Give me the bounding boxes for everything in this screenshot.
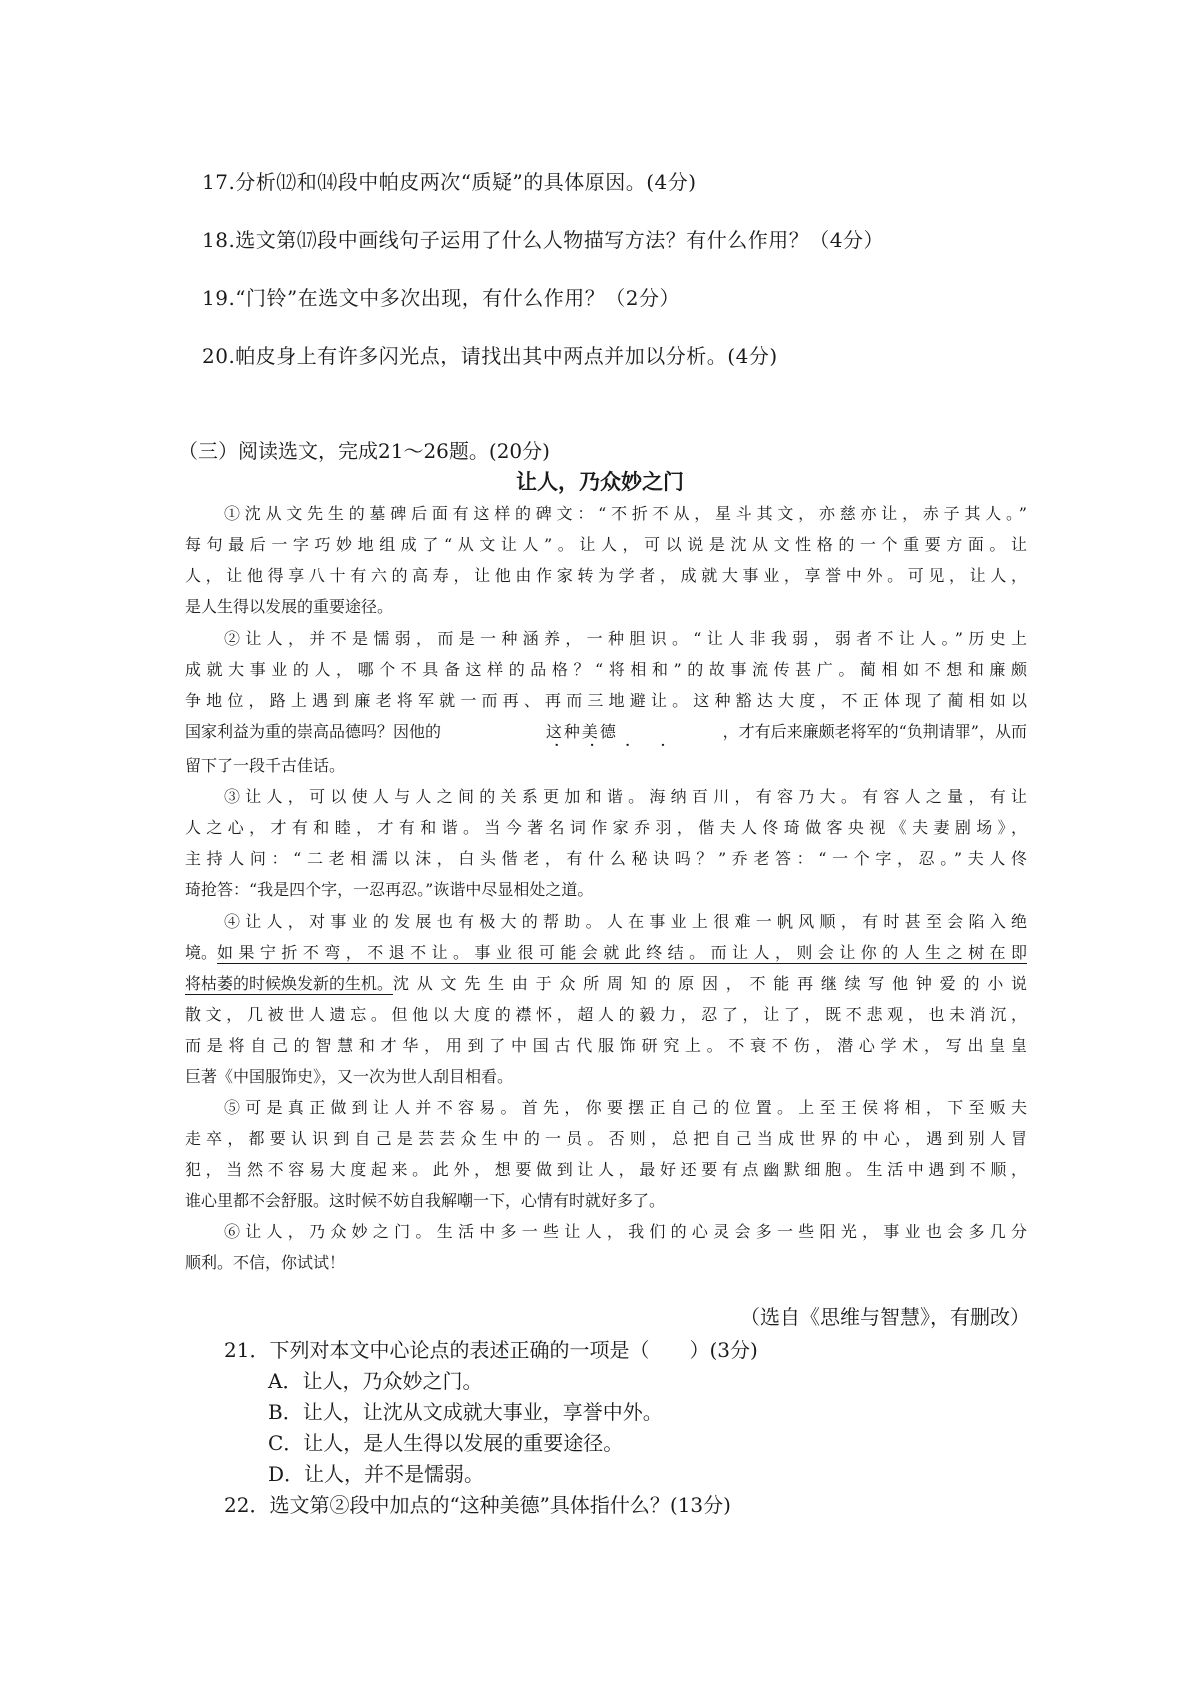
article-line: ④让人，对事业的发展也有极大的帮助。人在事业上很难一帆风顺，有时甚至会陷入绝 xyxy=(224,912,1027,931)
article-line: 走卒，都要认识到自己是芸芸众生中的一员。否则，总把自己当成世界的中心，遇到别人冒 xyxy=(185,1129,1027,1148)
emphasis-dots: · · · · xyxy=(553,735,678,756)
question-21: 21．下列对本文中心论点的表述正确的一项是（ ）(3分) xyxy=(224,1338,758,1362)
article-line: 成就大事业的人，哪个不具备这样的品格？“将相和”的故事流传甚广。蔺相如不想和廉颇 xyxy=(185,660,1027,679)
article-line: ⑤可是真正做到让人并不容易。首先，你要摆正自己的位置。上至王侯将相，下至贩夫 xyxy=(224,1098,1027,1117)
option-a: A．让人，乃众妙之门。 xyxy=(268,1369,483,1393)
article-line-underlined xyxy=(185,967,1027,1001)
underlined-sentence: 将枯萎的时候焕发新的生机。 xyxy=(185,974,394,993)
article-line: 谁心里都不会舒服。这时候不妨自我解嘲一下，心情有时就好多了。 xyxy=(185,1191,666,1210)
article-text: 国家利益为重的崇高品德吗？因他的 xyxy=(185,722,442,741)
option-c: C．让人，是人生得以发展的重要途径。 xyxy=(268,1431,624,1455)
article-line: 犯，当然不容易大度起来。此外，想要做到让人，最好还要有点幽默细胞。生活中遇到不顺， xyxy=(185,1160,1027,1179)
article-line-with-dots xyxy=(185,715,1027,756)
article-line: ①沈从文先生的墓碑后面有这样的碑文：“不折不从，星斗其文，亦慈亦让，赤子其人。” xyxy=(224,504,1027,523)
article-line: 巨著《中国服饰史》，又一次为世人刮目相看。 xyxy=(185,1067,514,1086)
article-line: 留下了一段千古佳话。 xyxy=(185,756,346,775)
option-d: D．让人，并不是懦弱。 xyxy=(268,1462,485,1486)
source-note: （选自《思维与智慧》，有删改） xyxy=(740,1305,1030,1329)
article-text: 境。 xyxy=(185,943,218,962)
article-line: 琦抢答：“我是四个字，一忍再忍。”诙谐中尽显相处之道。 xyxy=(185,880,594,899)
article-line: 每句最后一字巧妙地组成了“从文让人”。让人，可以说是沈从文性格的一个重要方面。让 xyxy=(185,535,1027,554)
article-line-underlined xyxy=(185,936,1027,970)
article-line: ③让人，可以使人与人之间的关系更加和谐。海纳百川，有容乃大。有容人之量，有让 xyxy=(224,787,1027,806)
underlined-sentence: 如果宁折不弯，不退不让。事业很可能会就此终结。而让人，则会让你的人生之树在即 xyxy=(217,943,1027,962)
article-line: ⑥让人，乃众妙之门。生活中多一些让人，我们的心灵会多一些阳光，事业也会多几分 xyxy=(224,1222,1027,1241)
article-line: 顺利。不信，你试试！ xyxy=(185,1253,346,1272)
article-line: ②让人，并不是懦弱，而是一种涵养，一种胆识。“让人非我弱，弱者不让人。”历史上 xyxy=(224,629,1027,648)
dotted-phrase: 这种美德 · · · · xyxy=(546,715,618,749)
article-line: 人之心，才有和睦，才有和谐。当今著名词作家乔羽，偕夫人佟琦做客央视《夫妻剧场》， xyxy=(185,818,1027,837)
article-line: 争地位，路上遇到廉老将军就一而再、再而三地避让。这种豁达大度，不正体现了蔺相如以 xyxy=(185,691,1027,710)
question-20: 20.帕皮身上有许多闪光点，请找出其中两点并加以分析。(4分) xyxy=(202,344,778,368)
question-18: 18.选文第⒄段中画线句子运用了什么人物描写方法？有什么作用？（4分） xyxy=(202,228,885,252)
article-line: 是人生得以发展的重要途径。 xyxy=(185,597,394,616)
article-text: ，才有后来廉颇老将军的“负荆请罪”，从而 xyxy=(722,722,1027,741)
article-text: 沈从文先生由于众所周知的原因，不能再继续写他钟爱的小说 xyxy=(393,974,1027,993)
question-19: 19.“门铃”在选文中多次出现，有什么作用？（2分） xyxy=(202,286,680,310)
question-17: 17.分析⑿和⒁段中帕皮两次“质疑”的具体原因。(4分) xyxy=(202,170,697,194)
option-b: B．让人，让沈从文成就大事业，享誉中外。 xyxy=(268,1400,663,1424)
article-title: 让人，乃众妙之门 xyxy=(516,469,684,494)
article-line: 主持人问：“二老相濡以沫，白头偕老，有什么秘诀吗？”乔老答：“一个字，忍。”夫人佟 xyxy=(185,849,1027,868)
article-line: 散文，几被世人遗忘。但他以大度的襟怀，超人的毅力，忍了，让了，既不悲观，也未消沉， xyxy=(185,1005,1027,1024)
section-heading: （三）阅读选文，完成21～26题。(20分) xyxy=(178,439,550,463)
article-line: 而是将自己的智慧和才华，用到了中国古代服饰研究上。不衰不伤，潜心学术，写出皇皇 xyxy=(185,1036,1027,1055)
question-22: 22．选文第②段中加点的“这种美德”具体指什么？(13分) xyxy=(224,1493,731,1517)
article-line: 人，让他得享八十有六的高寿，让他由作家转为学者，成就大事业，享誉中外。可见，让人， xyxy=(185,566,1027,585)
